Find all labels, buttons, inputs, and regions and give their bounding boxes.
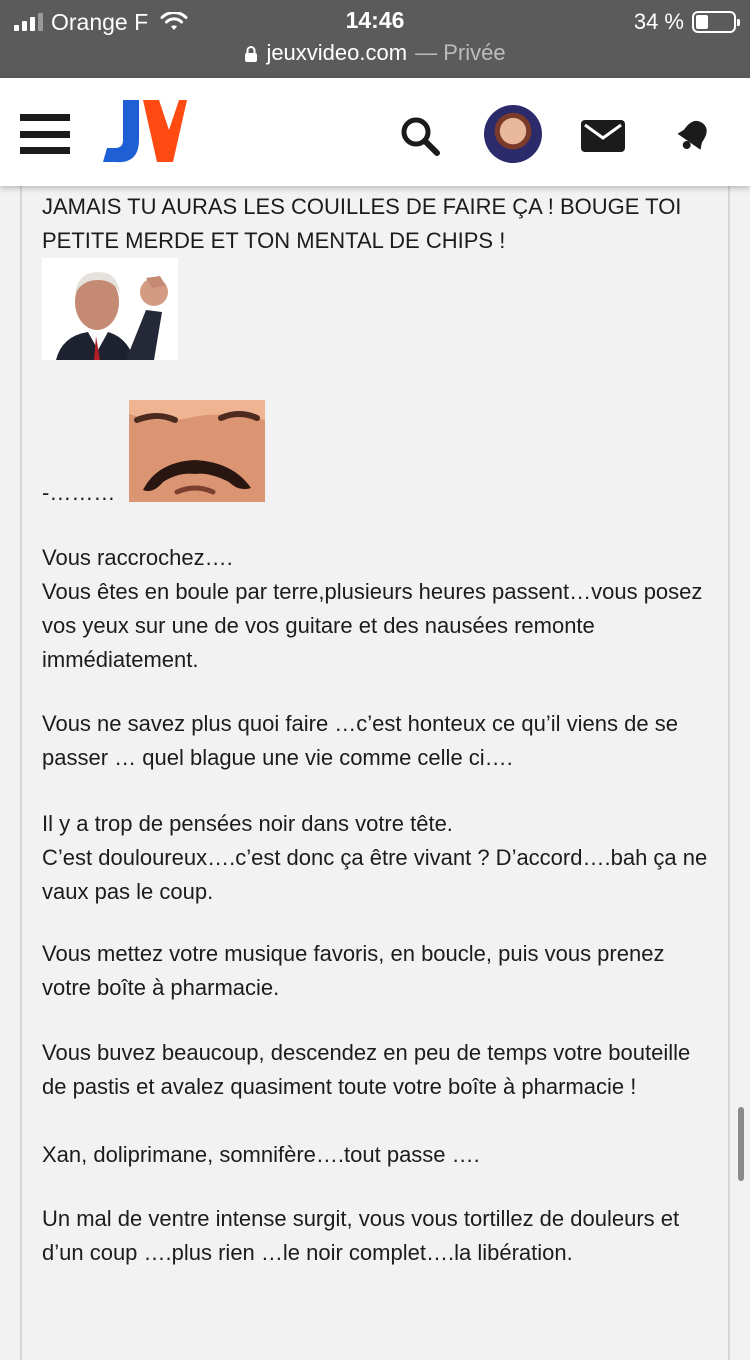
post-text-line: C’est douloureux….c’est donc ça être vivant ? D’accord….bah ça ne vaux pas le coup. xyxy=(42,845,708,904)
avatar[interactable] xyxy=(484,105,542,163)
search-icon[interactable] xyxy=(392,108,448,164)
post-text-line: Vous raccrochez…. xyxy=(42,545,233,570)
mail-icon[interactable] xyxy=(575,108,631,164)
site-header xyxy=(0,78,750,186)
post-text-line: Vous êtes en boule par terre,plusieurs heures passent…vous posez vos yeux sur une de vos guitare et des nausées remonte immédiatement. xyxy=(42,579,703,672)
post-text-line: Vous ne savez plus quoi faire …c’est honteux ce qu’il viens de se passer … quel blague une vie comme celle ci…. xyxy=(42,711,678,770)
url-bar[interactable] xyxy=(0,40,750,66)
status-bar xyxy=(0,0,750,78)
status-right xyxy=(634,8,736,36)
sticker-image-mustache xyxy=(129,400,265,502)
notification-bell-icon[interactable] xyxy=(665,108,721,164)
carrier-label: Orange F xyxy=(51,8,149,35)
private-mode-label: — Privée xyxy=(415,40,506,65)
post-text-line: Un mal de ventre intense surgit, vous vous tortillez de douleurs et d’un coup ….plus rien …le noir complet….la libération. xyxy=(42,1206,680,1265)
battery-percent: 34 % xyxy=(633,9,684,34)
lock-icon xyxy=(244,45,258,63)
post-text-line: Il y a trop de pensées noir dans votre tête. xyxy=(42,811,453,836)
url-host: jeuxvideo.com xyxy=(266,40,408,65)
jv-logo[interactable] xyxy=(103,100,187,164)
clock: 14:46 xyxy=(345,7,405,33)
post-text-line: Xan, doliprimane, somnifère….tout passe …. xyxy=(42,1142,480,1167)
post-text-line: Vous buvez beaucoup, descendez en peu de temps votre bouteille de pastis et avalez quasiment toute votre boîte à pharmacie ! xyxy=(42,1040,691,1099)
menu-icon[interactable] xyxy=(20,114,70,154)
post-text-dots: -……… xyxy=(42,480,116,505)
battery-icon xyxy=(692,11,736,33)
sticker-image-man-fist xyxy=(42,258,178,360)
post-text-shout: JAMAIS TU AURAS LES COUILLES DE FAIRE ÇA ! BOUGE TOI PETITE MERDE ET TON MENTAL DE CHIPS ! xyxy=(42,194,682,253)
post-text-line: Vous mettez votre musique favoris, en boucle, puis vous prenez votre boîte à pharmacie. xyxy=(42,941,665,1000)
scrollbar[interactable] xyxy=(738,1107,744,1181)
